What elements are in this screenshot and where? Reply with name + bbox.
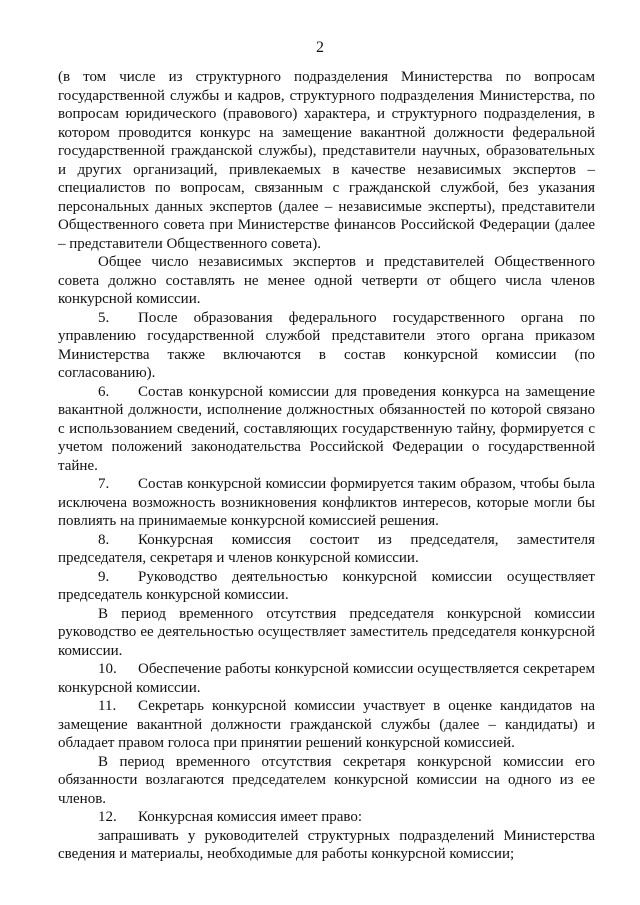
paragraph-text: Руководство деятельностью конкурсной комиссии осуществляет председатель конкурсной комиссии. xyxy=(58,568,595,603)
paragraph-chair-absence: В период временного отсутствия председателя конкурсной комиссии руководство ее деятельностью осуществляет заместитель председателя конкурсной комиссии. xyxy=(58,605,595,659)
paragraph-text: Секретарь конкурсной комиссии участвует в оценке кандидатов на замещение вакантной должности гражданской службы (далее – кандидаты) и обладает правом голоса при принятии решений конкурсной комиссией. xyxy=(58,698,595,751)
item-number: 10. xyxy=(98,661,117,677)
paragraph-secretary-absence: В период временного отсутствия секретаря конкурсной комиссии его обязанности возлагаются председателем конкурсной комиссии на одного из ее членов. xyxy=(58,753,595,807)
paragraph-continuation: (в том числе из структурного подразделения Министерства по вопросам государственной службы и кадров, структурного подразделения Министерства, по вопросам юридического (правового) характера, и структурного подразделения, в котором проводится конкурс на замещение вакантной должности федеральной государственной гражданской службы), представители научных, образовательных и других организаций, привлекаемых в качестве независимых экспертов – специалистов по вопросам, связанным с гражданской службой, без указания персональных данных экспертов (далее – независимые эксперты), представители Общественного совета при Министерстве финансов Российской Федерации (далее – представители Общественного совета). xyxy=(58,69,595,252)
item-number: 11. xyxy=(98,698,117,714)
paragraph-right-request: запрашивать у руководителей структурных подразделений Министерства сведения и материалы, необходимые для работы конкурсной комиссии; xyxy=(58,827,595,862)
paragraph-text: Состав конкурсной комиссии для проведения конкурса на замещение вакантной должности, исполнение должностных обязанностей по которой связано с использованием сведений, составляющих государственную тайну, формируется с учетом положений законодательства Российской Федерации о государственной тайне. xyxy=(58,383,595,474)
paragraph-text: Конкурсная комиссия состоит из председателя, заместителя председателя, секретаря и членов конкурсной комиссии. xyxy=(58,531,595,566)
item-number: 9. xyxy=(98,568,110,585)
paragraph-item-12 xyxy=(58,808,595,827)
paragraph-item-10 xyxy=(58,660,595,697)
paragraph-experts-share: Общее число независимых экспертов и представителей Общественного совета должно составлять не менее одной четверти от общего числа членов конкурсной комиссии. xyxy=(58,254,595,307)
page-number: 2 xyxy=(316,39,324,56)
document-body xyxy=(58,68,595,864)
item-number: 5. xyxy=(98,309,110,326)
paragraph-item-5 xyxy=(58,309,595,383)
item-number: 8. xyxy=(98,531,110,548)
paragraph-item-7 xyxy=(58,475,595,531)
paragraph-item-11 xyxy=(58,697,595,753)
paragraph-item-8 xyxy=(58,531,595,568)
item-number: 12. xyxy=(98,809,117,825)
paragraph-item-6 xyxy=(58,383,595,476)
item-number: 7. xyxy=(98,476,110,492)
paragraph-text: Состав конкурсной комиссии формируется таким образом, чтобы была исключена возможность возникновения конфликтов интересов, которые могли бы повлиять на принимаемые конкурсной комиссией решения. xyxy=(58,476,595,529)
item-number: 6. xyxy=(98,383,110,400)
paragraph-text: Конкурсная комиссия имеет право: xyxy=(138,809,363,825)
paragraph-item-9 xyxy=(58,568,595,605)
paragraph-text: После образования федерального государственного органа по управлению государственной службой представители этого органа приказом Министерства также включаются в состав конкурсной комиссии (по согласованию). xyxy=(58,309,595,381)
paragraph-text: Обеспечение работы конкурсной комиссии осуществляется секретарем конкурсной комиссии. xyxy=(58,661,595,696)
